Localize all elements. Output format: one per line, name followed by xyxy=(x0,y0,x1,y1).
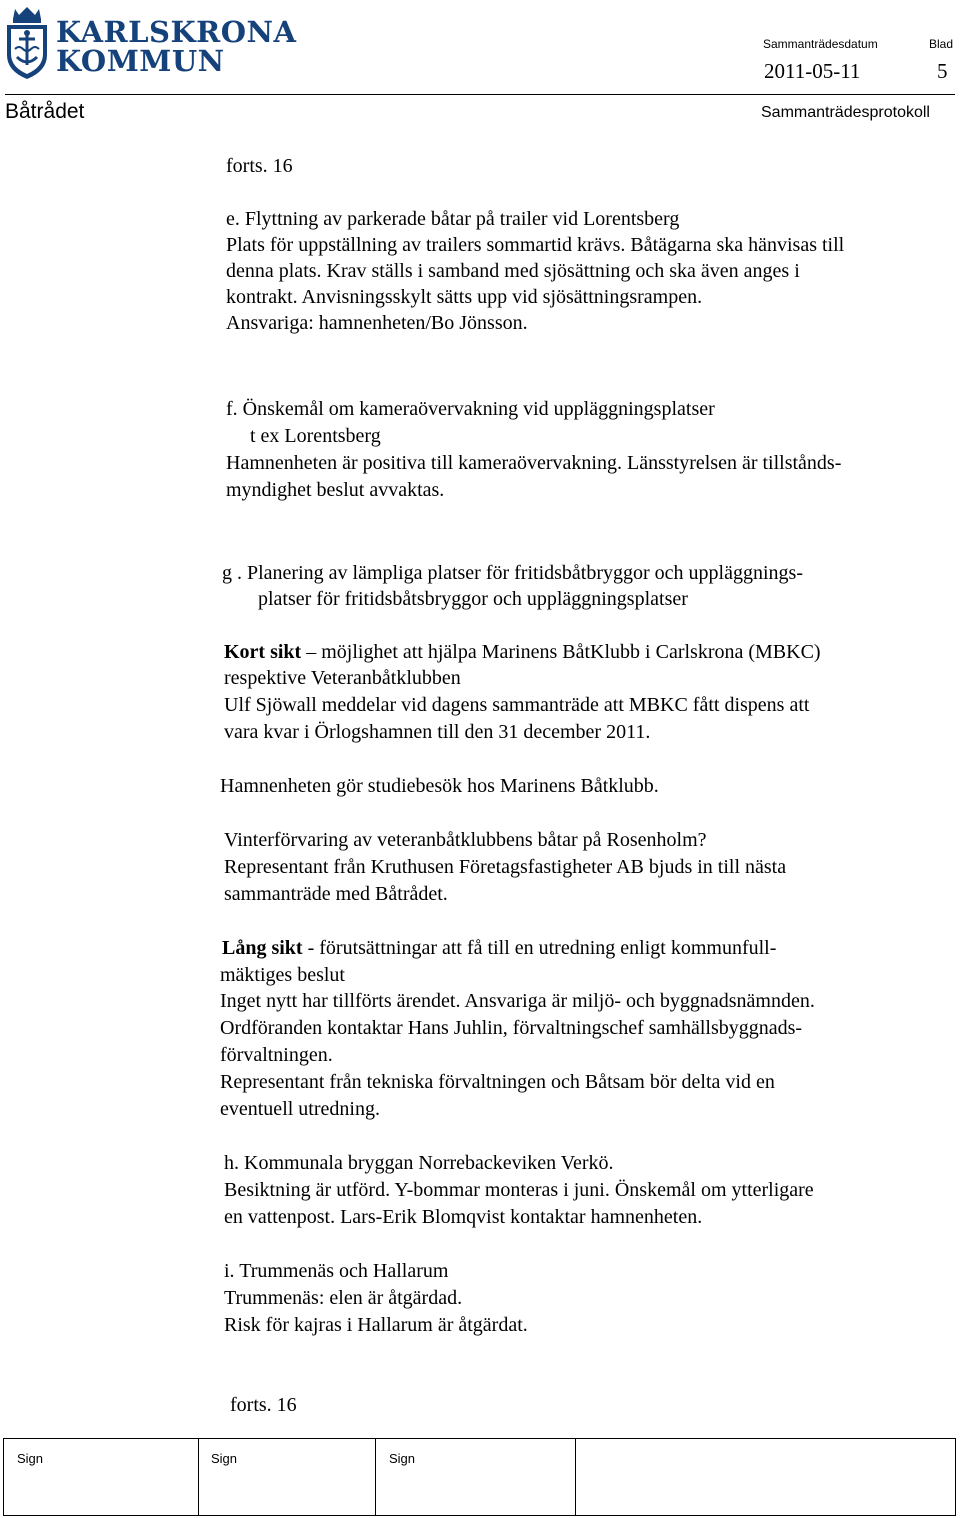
item-e-line: denna plats. Krav ställs i samband med sjösättning och ska även anges i xyxy=(226,260,800,282)
item-i-title: i. Trummenäs och Hallarum xyxy=(224,1260,449,1282)
logo-line-1: KARLSKRONA xyxy=(56,15,297,49)
long-term-detail: eventuell utredning. xyxy=(220,1098,380,1120)
body-name: Båtrådet xyxy=(5,100,85,123)
item-e-line: kontrakt. Anvisningsskylt sätts upp vid sjösättningsrampen. xyxy=(226,286,703,308)
short-term-text: – möjlighet att hjälpa Marinens BåtKlubb i Carlskrona (MBKC) xyxy=(301,641,821,663)
document-type: Sammanträdesprotokoll xyxy=(761,104,930,121)
meeting-date: 2011-05-11 xyxy=(764,59,861,83)
sign-label: Sign xyxy=(17,1451,44,1466)
short-term-detail: Ulf Sjöwall meddelar vid dagens sammanträde att MBKC fått dispens att xyxy=(224,694,810,716)
footer-divider xyxy=(198,1438,199,1515)
short-term-line xyxy=(224,639,821,665)
winter-storage-line: Representant från Kruthusen Företagsfastigheter AB bjuds in till nästa xyxy=(224,856,787,878)
sign-label: Sign xyxy=(211,1451,238,1466)
footer-left-border xyxy=(3,1438,4,1515)
winter-storage-line: Vinterförvaring av veteranbåtklubbens båtar på Rosenholm? xyxy=(224,829,707,851)
top-continuation: forts. 16 xyxy=(226,155,293,177)
footer-divider xyxy=(575,1438,576,1515)
short-term-detail: vara kvar i Örlogshamnen till den 31 december 2011. xyxy=(224,721,651,743)
item-f-title-cont: t ex Lorentsberg xyxy=(250,425,381,447)
long-term-label: Lång sikt xyxy=(222,937,303,959)
long-term-detail: förvaltningen. xyxy=(220,1044,333,1066)
footer-top-border xyxy=(3,1438,956,1439)
sign-label: Sign xyxy=(389,1451,416,1466)
long-term-text: - förutsättningar att få till en utredning enligt kommunfull- xyxy=(302,937,777,959)
footer-right-border xyxy=(955,1438,956,1515)
long-term-detail: Ordföranden kontaktar Hans Juhlin, förvaltningschef samhällsbyggnads- xyxy=(220,1017,803,1039)
item-f-line: Hamnenheten är positiva till kameraövervakning. Länsstyrelsen är tillstånds- xyxy=(226,452,842,474)
long-term-detail: Inget nytt har tillförts ärendet. Ansvariga är miljö- och byggnadsnämnden. xyxy=(220,990,815,1012)
item-f-line: myndighet beslut avvaktas. xyxy=(226,479,445,501)
page-label: Blad xyxy=(929,37,954,51)
logo-line-2: KOMMUN xyxy=(56,44,225,78)
short-term-label: Kort sikt xyxy=(224,641,302,663)
item-h-line: Besiktning är utförd. Y-bommar monteras i juni. Önskemål om ytterligare xyxy=(224,1179,814,1201)
item-g-title: g . Planering av lämpliga platser för fritidsbåtbryggor och uppläggnings- xyxy=(222,562,803,584)
study-visit: Hamnenheten gör studiebesök hos Marinens Båtklubb. xyxy=(220,775,659,797)
item-i-line: Risk för kajras i Hallarum är åtgärdat. xyxy=(224,1314,528,1336)
footer-bottom-border xyxy=(3,1515,956,1516)
bottom-continuation: forts. 16 xyxy=(230,1394,297,1416)
long-term-detail: Representant från tekniska förvaltningen och Båtsam bör delta vid en xyxy=(220,1071,775,1093)
footer-divider xyxy=(375,1438,376,1515)
winter-storage-line: sammanträde med Båtrådet. xyxy=(224,883,448,905)
date-label: Sammanträdesdatum xyxy=(763,37,878,51)
long-term-line xyxy=(222,935,776,961)
item-h-line: en vattenpost. Lars-Erik Blomqvist kontaktar hamnenheten. xyxy=(224,1206,703,1228)
coat-of-arms-icon xyxy=(5,5,49,81)
header-divider xyxy=(5,94,955,95)
item-e-title: e. Flyttning av parkerade båtar på trailer vid Lorentsberg xyxy=(226,208,680,230)
item-g-title-cont: platser för fritidsbåtsbryggor och uppläggningsplatser xyxy=(258,588,688,610)
short-term-line-2: respektive Veteranbåtklubben xyxy=(224,667,461,689)
item-e-line: Plats för uppställning av trailers sommartid krävs. Båtägarna ska hänvisas till xyxy=(226,234,845,256)
page-number: 5 xyxy=(937,59,948,83)
long-term-detail: mäktiges beslut xyxy=(220,964,345,986)
item-e-line: Ansvariga: hamnenheten/Bo Jönsson. xyxy=(226,312,528,334)
item-h-title: h. Kommunala bryggan Norrebackeviken Verkö. xyxy=(224,1152,614,1174)
item-f-title: f. Önskemål om kameraövervakning vid uppläggningsplatser xyxy=(226,398,715,420)
item-i-line: Trummenäs: elen är åtgärdad. xyxy=(224,1287,463,1309)
